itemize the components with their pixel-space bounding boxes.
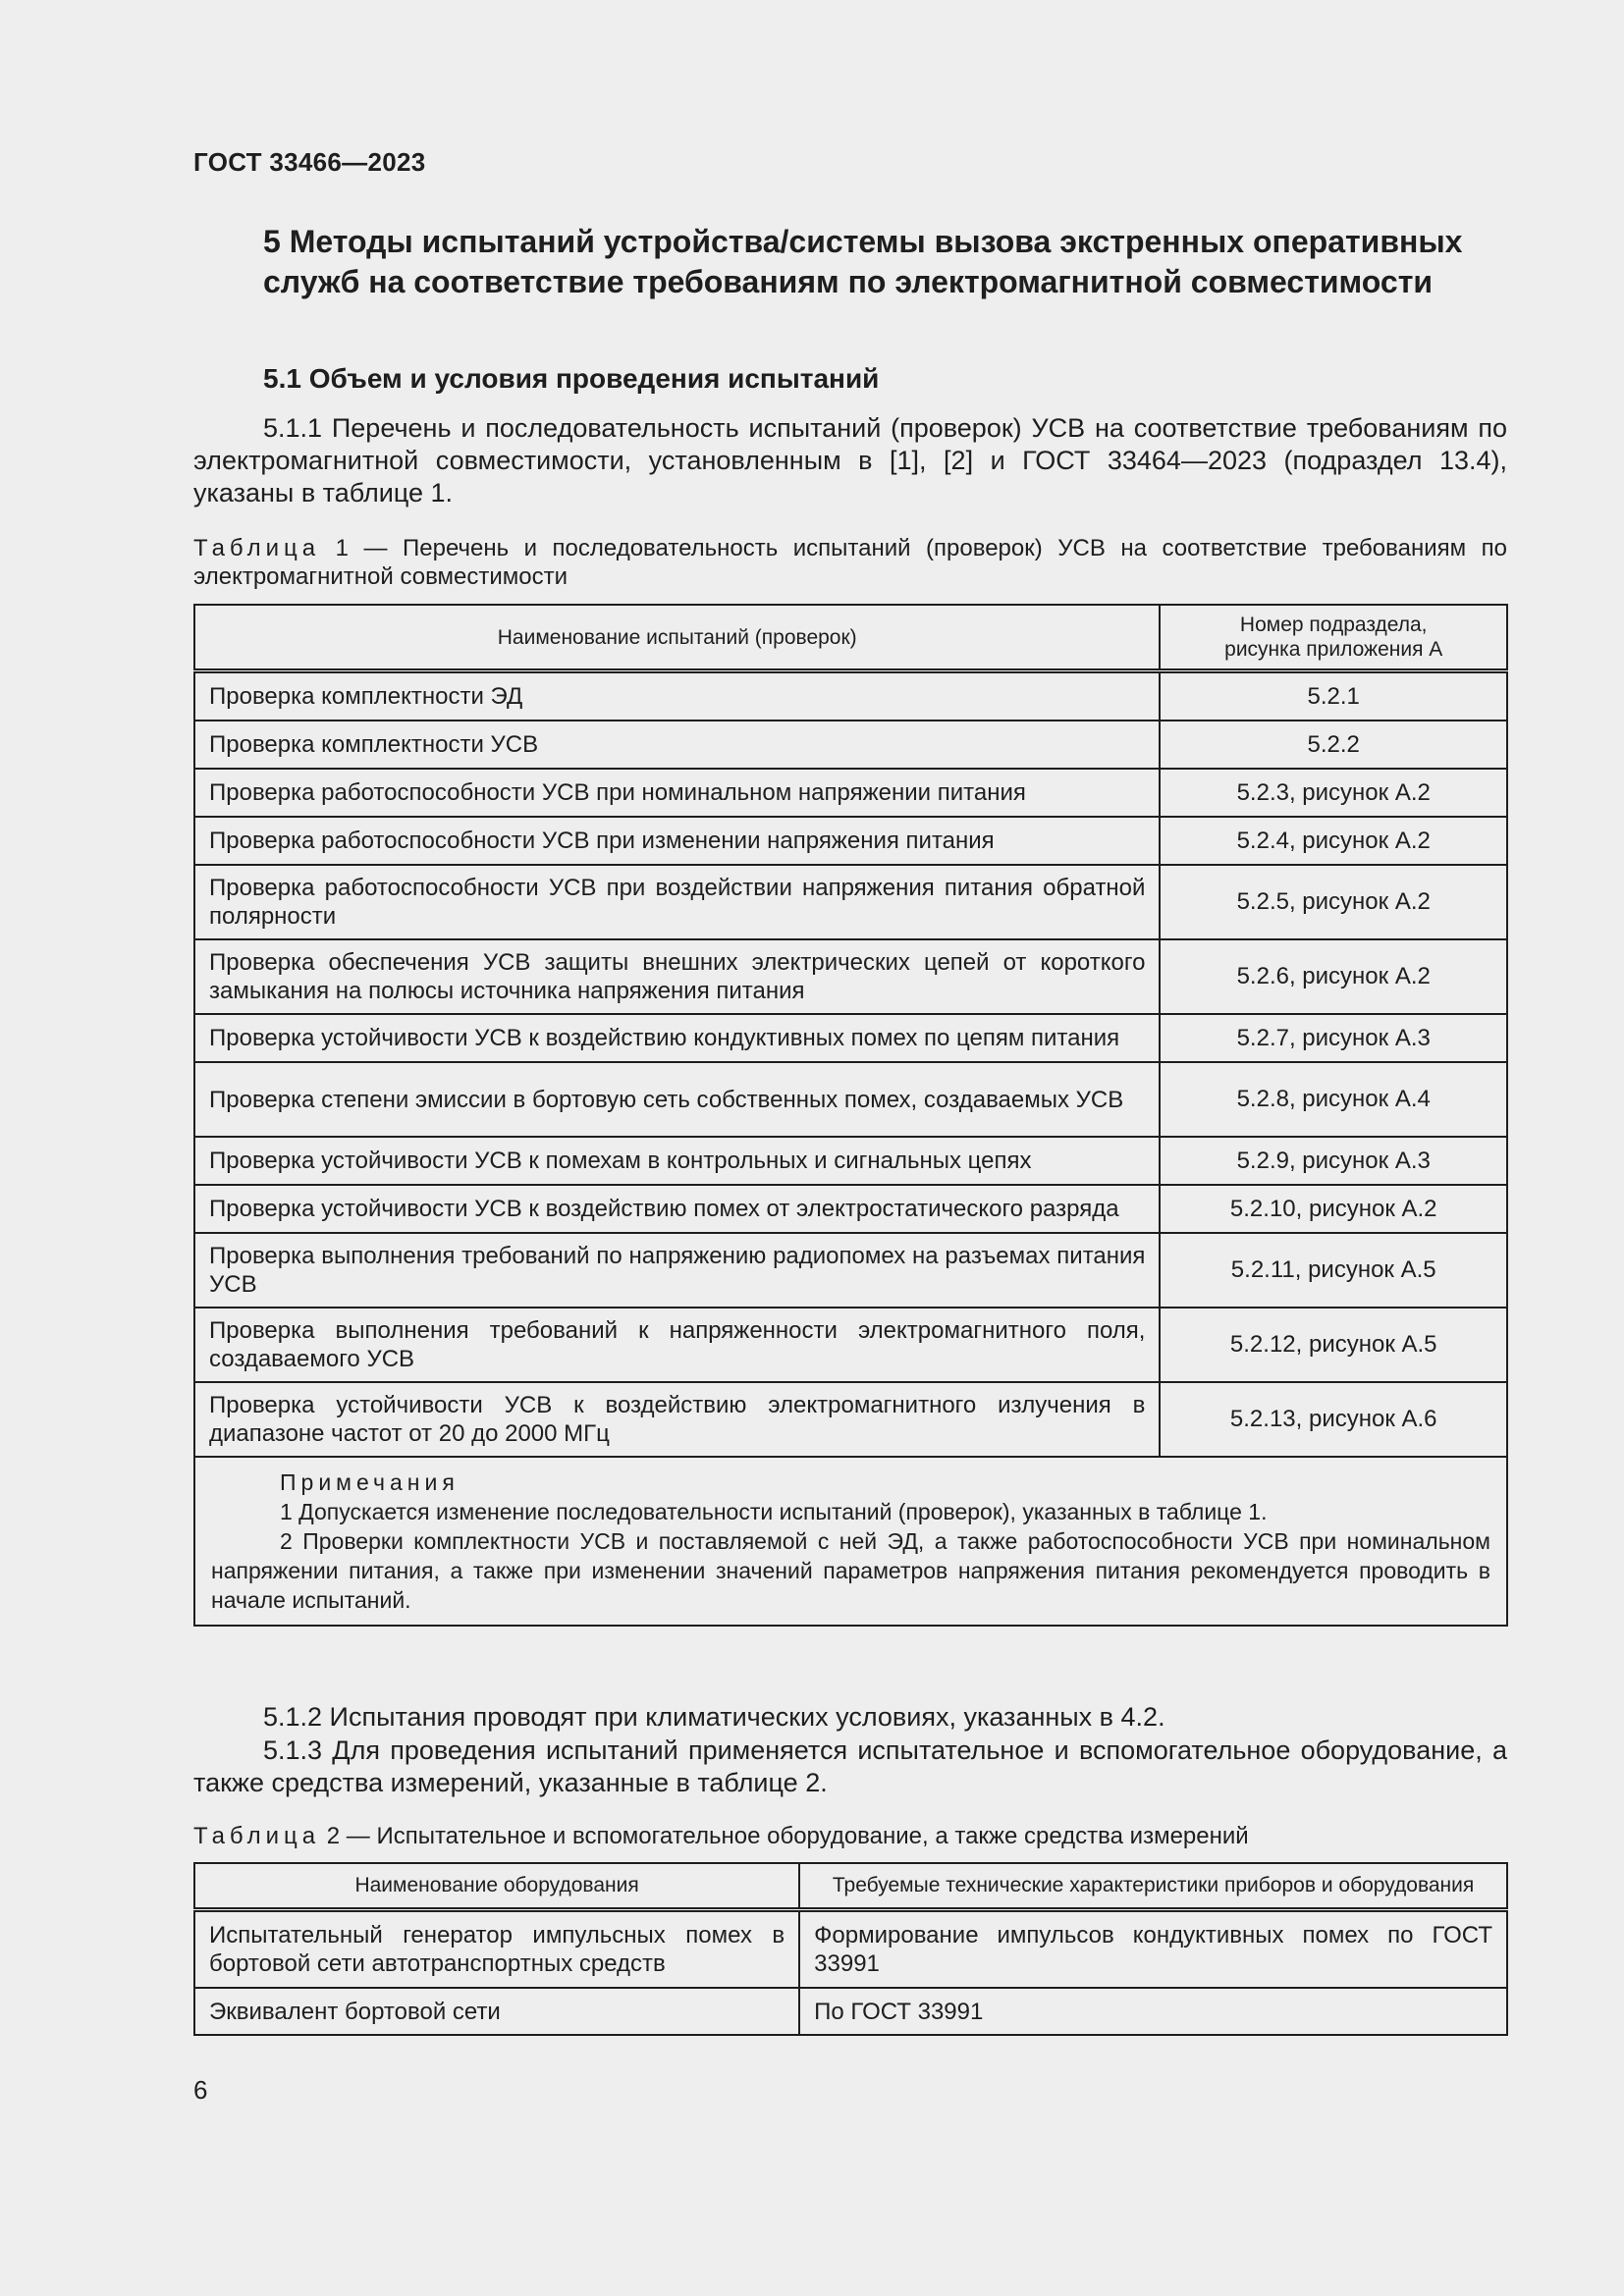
table-cell-name: Проверка устойчивости УСВ к помехам в контрольных и сигнальных цепях xyxy=(194,1137,1160,1185)
table-row xyxy=(194,939,1507,1014)
table-cell-name: Проверка выполнения требований к напряженности электромагнитного поля, создаваемого УСВ xyxy=(194,1308,1160,1382)
table-cell-name: Испытательный генератор импульсных помех в бортовой сети автотранспортных средств xyxy=(194,1910,799,1989)
table-cell-name: Проверка работоспособности УСВ при номинальном напряжении питания xyxy=(194,769,1160,817)
table1-col-ref-line2: рисунка приложения А xyxy=(1224,638,1443,661)
table-cell-name: Проверка комплектности ЭД xyxy=(194,671,1160,721)
table1-notes-row xyxy=(194,1457,1507,1626)
table-cell-name: Эквивалент бортовой сети xyxy=(194,1988,799,2035)
table-cell-name: Проверка степени эмиссии в бортовую сеть собственных помех, создаваемых УСВ xyxy=(194,1062,1160,1137)
table-cell-name: Проверка работоспособности УСВ при изменении напряжения питания xyxy=(194,817,1160,865)
paragraph-5-1-2-text: 5.1.2 Испытания проводят при климатических условиях, указанных в 4.2. xyxy=(263,1702,1165,1732)
standard-header: ГОСТ 33466—2023 xyxy=(193,147,426,177)
table-row xyxy=(194,769,1507,817)
subsection-title: 5.1 Объем и условия проведения испытаний xyxy=(263,363,880,394)
table-cell-name: Проверка обеспечения УСВ защиты внешних электрических цепей от короткого замыкания на полюсы источника напряжения питания xyxy=(194,939,1160,1014)
paragraph-5-1-2 xyxy=(193,1701,1507,1734)
note-1: 1 Допускается изменение последовательности испытаний (проверок), указанных в таблице 1. xyxy=(280,1499,1268,1524)
notes-title: Примечания xyxy=(280,1469,460,1495)
table-cell-ref: 5.2.10, рисунок А.2 xyxy=(1160,1185,1507,1233)
section-title: 5 Методы испытаний устройства/системы вызова экстренных оперативных служб на соответствие требованиям по электромагнитной совместимости xyxy=(263,224,1463,299)
paragraph-5-1-3 xyxy=(193,1735,1507,1799)
table-cell-ref: 5.2.2 xyxy=(1160,721,1507,769)
table1-caption-label: Таблица xyxy=(193,535,321,561)
table-cell-ref: 5.2.8, рисунок А.4 xyxy=(1160,1062,1507,1137)
table2-col-name: Наименование оборудования xyxy=(194,1863,799,1910)
table-row xyxy=(194,721,1507,769)
table1-col-ref xyxy=(1160,605,1507,671)
table-cell-ref: 5.2.6, рисунок А.2 xyxy=(1160,939,1507,1014)
table-cell-name: Проверка устойчивости УСВ к воздействию кондуктивных помех по цепям питания xyxy=(194,1014,1160,1062)
table2-caption xyxy=(193,1822,1507,1850)
table2-caption-text: 2 — Испытательное и вспомогательное оборудование, а также средства измерений xyxy=(326,1823,1249,1849)
table-cell-ref: 5.2.5, рисунок А.2 xyxy=(1160,865,1507,939)
page-number: 6 xyxy=(193,2075,208,2105)
table-cell-ref: 5.2.13, рисунок А.6 xyxy=(1160,1382,1507,1457)
table-cell-name: Проверка комплектности УСВ xyxy=(194,721,1160,769)
table-cell-name: Проверка устойчивости УСВ к воздействию помех от электростатического разряда xyxy=(194,1185,1160,1233)
paragraph-5-1-3-text: 5.1.3 Для проведения испытаний применяется испытательное и вспомогательное оборудование, а также средства измерений, указанные в таблице 2. xyxy=(193,1735,1507,1797)
paragraph-5-1-1 xyxy=(193,412,1507,509)
table-row xyxy=(194,1988,1507,2035)
table-cell-spec: Формирование импульсов кондуктивных помех по ГОСТ 33991 xyxy=(799,1910,1507,1989)
table-row xyxy=(194,1910,1507,1989)
table-row xyxy=(194,865,1507,939)
table-cell-name: Проверка выполнения требований по напряжению радиопомех на разъемах питания УСВ xyxy=(194,1233,1160,1308)
table-cell-ref: 5.2.11, рисунок А.5 xyxy=(1160,1233,1507,1308)
table-row xyxy=(194,1185,1507,1233)
table-cell-spec: По ГОСТ 33991 xyxy=(799,1988,1507,2035)
table2-col-spec: Требуемые технические характеристики приборов и оборудования xyxy=(799,1863,1507,1910)
table-cell-ref: 5.2.4, рисунок А.2 xyxy=(1160,817,1507,865)
table-cell-ref: 5.2.1 xyxy=(1160,671,1507,721)
table1-caption xyxy=(193,534,1507,591)
table1-header-row xyxy=(194,605,1507,671)
table2-caption-label: Таблица xyxy=(193,1823,321,1849)
table-cell-ref: 5.2.7, рисунок А.3 xyxy=(1160,1014,1507,1062)
table-row xyxy=(194,1014,1507,1062)
table-row xyxy=(194,817,1507,865)
paragraph-5-1-1-text: 5.1.1 Перечень и последовательность испытаний (проверок) УСВ на соответствие требованиям по электромагнитной совместимости, установленным в [1], [2] и ГОСТ 33464—2023 (подраздел 13.4), указаны в таблице 1. xyxy=(193,413,1507,507)
table-row xyxy=(194,1137,1507,1185)
table2-header-row xyxy=(194,1863,1507,1910)
table-cell-ref: 5.2.9, рисунок А.3 xyxy=(1160,1137,1507,1185)
table-cell-name: Проверка устойчивости УСВ к воздействию электромагнитного излучения в диапазоне частот от 20 до 2000 МГц xyxy=(194,1382,1160,1457)
table-cell-ref: 5.2.12, рисунок А.5 xyxy=(1160,1308,1507,1382)
table1-caption-text: 1 — Перечень и последовательность испытаний (проверок) УСВ на соответствие требованиям по электромагнитной совместимости xyxy=(193,535,1507,590)
table-row xyxy=(194,1308,1507,1382)
table1 xyxy=(193,604,1508,1627)
table1-col-name: Наименование испытаний (проверок) xyxy=(194,605,1160,671)
table-row xyxy=(194,671,1507,721)
note-2: 2 Проверки комплектности УСВ и поставляемой с ней ЭД, а также работоспособности УСВ при номинальном напряжении питания, а также при изменении значений параметров напряжения питания рекомендуется проводить в начале испытаний. xyxy=(211,1528,1490,1613)
table-cell-ref: 5.2.3, рисунок А.2 xyxy=(1160,769,1507,817)
table2 xyxy=(193,1862,1508,2036)
table1-col-ref-line1: Номер подраздела, xyxy=(1239,614,1428,636)
table-row xyxy=(194,1062,1507,1137)
table-row xyxy=(194,1382,1507,1457)
table1-notes xyxy=(194,1457,1507,1626)
table-row xyxy=(194,1233,1507,1308)
table-cell-name: Проверка работоспособности УСВ при воздействии напряжения питания обратной полярности xyxy=(194,865,1160,939)
